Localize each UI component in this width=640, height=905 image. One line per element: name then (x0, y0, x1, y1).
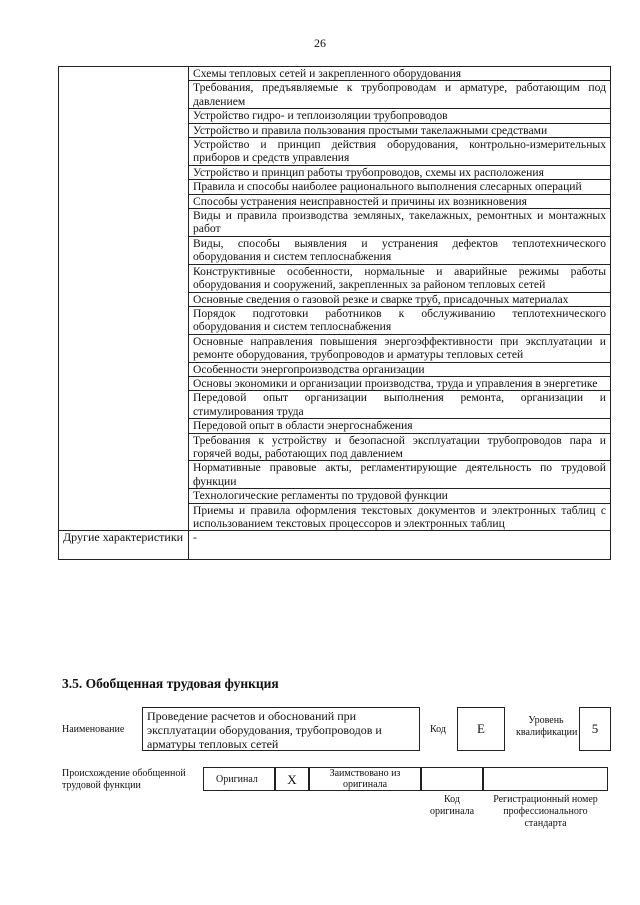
required-knowledge-label-cell (59, 67, 189, 531)
knowledge-item: Виды и правила производства земляных, такелажных, ремонтных и монтажных работ (189, 209, 611, 237)
knowledge-item: Схемы тепловых сетей и закрепленного оборудования (189, 67, 611, 81)
original-mark: X (275, 767, 309, 791)
borrowed-label: Заимствовано из оригинала (309, 767, 421, 791)
registration-number-cell (483, 767, 608, 791)
knowledge-item: Основные направления повышения энергоэффективности при эксплуатации и ремонте оборудования, трубопроводов и арматуры тепловых сетей (189, 334, 611, 362)
knowledge-item: Основные сведения о газовой резке и сварке труб, присадочных материалах (189, 292, 611, 306)
knowledge-item: Порядок подготовки работников к обслуживанию теплотехнического оборудования и систем теплоснабжения (189, 306, 611, 334)
qualification-level-value: 5 (579, 707, 611, 751)
knowledge-item: Требования к устройству и безопасной эксплуатации трубопроводов пара и горячей воды, работающих под давлением (189, 433, 611, 461)
knowledge-item: Правила и способы наиболее рационального выполнения слесарных операций (189, 180, 611, 194)
registration-caption: Регистрационный номер профессионального стандарта (493, 794, 598, 829)
knowledge-item: Конструктивные особенности, нормальные и аварийные режимы работы оборудования и сооружений, закрепленных за районом тепловых сетей (189, 264, 611, 292)
knowledge-item: Устройство и принцип работы трубопроводов, схемы их расположения (189, 165, 611, 179)
knowledge-item: Передовой опыт организации выполнения ремонта, организации и стимулирования труда (189, 391, 611, 419)
name-label: Наименование (62, 724, 125, 735)
code-label: Код (430, 724, 446, 735)
other-characteristics-label: Другие характеристики (59, 531, 189, 560)
knowledge-item: Особенности энергопроизводства организации (189, 362, 611, 376)
level-label: Уровень квалификации (516, 715, 578, 738)
origin-row (203, 767, 608, 791)
knowledge-item: Передовой опыт в области энергоснабжения (189, 419, 611, 433)
table-row (59, 531, 611, 560)
other-characteristics-value: - (189, 531, 611, 560)
knowledge-item: Устройство и принцип действия оборудования, контрольно-измерительных приборов и средств управления (189, 138, 611, 166)
knowledge-table (58, 66, 611, 560)
page-number: 26 (314, 36, 326, 50)
table-row (59, 67, 611, 81)
origin-label: Происхождение обобщенной трудовой функции (62, 768, 186, 791)
function-name-value: Проведение расчетов и обоснований при эксплуатации оборудования, трубопроводов и арматуры тепловых сетей (142, 707, 420, 751)
original-label: Оригинал (203, 767, 275, 791)
knowledge-item: Устройство и правила пользования простыми такелажными средствами (189, 123, 611, 137)
original-code-cell (421, 767, 483, 791)
knowledge-item: Основы экономики и организации производства, труда и управления в энергетике (189, 376, 611, 390)
knowledge-item: Виды, способы выявления и устранения дефектов теплотехнического оборудования и систем теплоснабжения (189, 236, 611, 264)
knowledge-item: Приемы и правила оформления текстовых документов и электронных таблиц с использованием текстовых процессоров и электронных таблиц (189, 503, 611, 531)
knowledge-item: Нормативные правовые акты, регламентирующие деятельность по трудовой функции (189, 461, 611, 489)
knowledge-item: Способы устранения неисправностей и причины их возникновения (189, 194, 611, 208)
function-code-value: E (457, 707, 505, 751)
code-caption: Код оригинала (429, 794, 475, 817)
section-title: 3.5. Обобщенная трудовая функция (62, 676, 279, 691)
knowledge-item: Устройство гидро- и теплоизоляции трубопроводов (189, 109, 611, 123)
knowledge-item: Требования, предъявляемые к трубопроводам и арматуре, работающим под давлением (189, 81, 611, 109)
knowledge-item: Технологические регламенты по трудовой функции (189, 489, 611, 503)
